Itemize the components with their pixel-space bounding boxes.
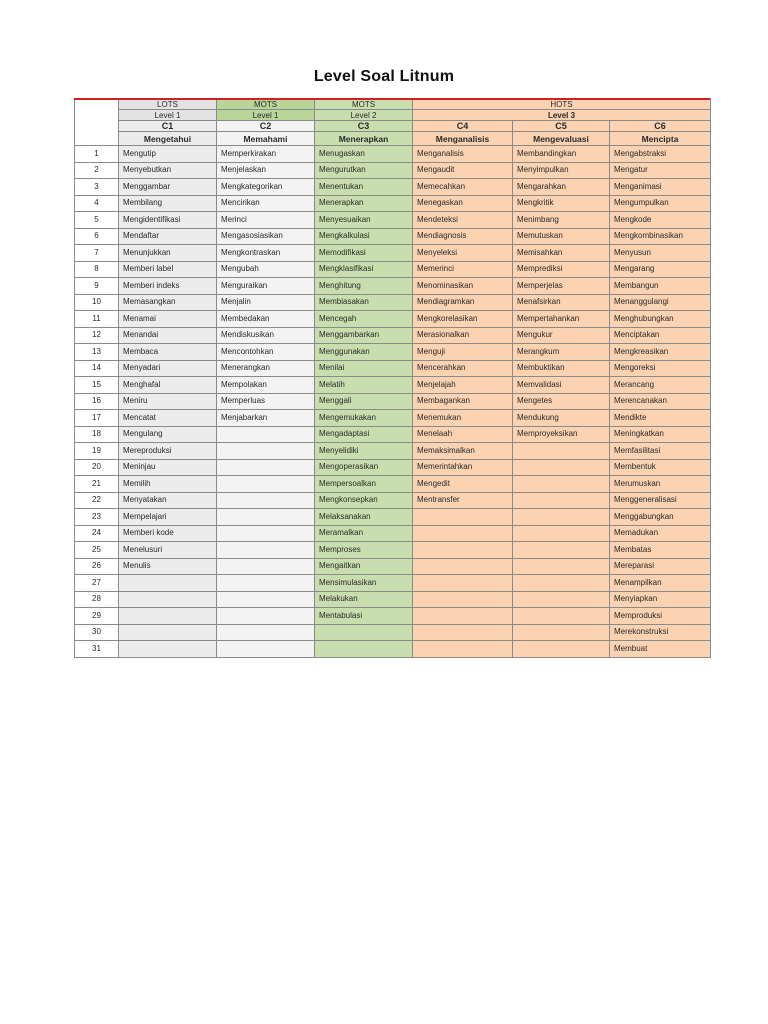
verb-cell-c4: Mendiagnosis [413,228,513,245]
verb-cell-c6: Mengumpulkan [610,195,711,212]
verb-cell-c5 [513,443,610,460]
verb-cell-c4: Mentransfer [413,492,513,509]
row-number: 25 [75,542,119,559]
row-number: 6 [75,228,119,245]
verb-cell-c1: Menulis [119,558,217,575]
code-header-c2: C2 [217,121,315,132]
verb-cell-c4: Menguji [413,344,513,361]
verb-header-c5: Mengevaluasi [513,132,610,146]
level-header-hots: Level 3 [413,110,711,121]
verb-cell-c4: Merasionalkan [413,327,513,344]
table-row [75,146,711,163]
header-row-codes [75,121,711,132]
verb-cell-c5 [513,624,610,641]
table-row [75,410,711,427]
table-row [75,443,711,460]
verb-header-c1: Mengetahui [119,132,217,146]
verb-cell-c4 [413,509,513,526]
table-row [75,575,711,592]
header-row-verbs [75,132,711,146]
verb-cell-c6: Mengoreksi [610,360,711,377]
table-row [75,261,711,278]
verb-cell-c2 [217,525,315,542]
table-row [75,591,711,608]
verb-cell-c4 [413,624,513,641]
number-header-cell [75,99,119,146]
verb-cell-c4: Menominasikan [413,278,513,295]
verb-cell-c1: Menghafal [119,377,217,394]
table-row [75,542,711,559]
verb-cell-c5 [513,459,610,476]
verb-cell-c6: Merencanakan [610,393,711,410]
verb-cell-c2: Mengkategorikan [217,179,315,196]
verb-cell-c3: Menghitung [315,278,413,295]
verb-cell-c5 [513,591,610,608]
code-header-c3: C3 [315,121,413,132]
level-header-c3: Level 2 [315,110,413,121]
verb-cell-c3: Melakukan [315,591,413,608]
table-row [75,492,711,509]
row-number: 15 [75,377,119,394]
verb-cell-c5 [513,558,610,575]
verb-cell-c5 [513,542,610,559]
row-number: 20 [75,459,119,476]
verb-cell-c4: Memecahkan [413,179,513,196]
verb-cell-c5 [513,476,610,493]
verb-cell-c1: Menyebutkan [119,162,217,179]
verb-cell-c1 [119,624,217,641]
verb-cell-c2: Memperluas [217,393,315,410]
verb-cell-c4: Memerinci [413,261,513,278]
verb-cell-c1 [119,608,217,625]
verb-cell-c2 [217,509,315,526]
verb-cell-c4 [413,558,513,575]
verb-cell-c6: Merancang [610,377,711,394]
verb-cell-c2: Mendiskusikan [217,327,315,344]
verb-cell-c2: Membedakan [217,311,315,328]
row-number: 9 [75,278,119,295]
verb-cell-c5: Memvalidasi [513,377,610,394]
verb-cell-c4 [413,591,513,608]
verb-cell-c2 [217,426,315,443]
verb-cell-c6: Mendikte [610,410,711,427]
verb-cell-c1: Menyatakan [119,492,217,509]
verb-cell-c2: Menjelaskan [217,162,315,179]
table-row [75,294,711,311]
verb-cell-c6: Menggeneralisasi [610,492,711,509]
verb-cell-c5 [513,492,610,509]
verb-cell-c2 [217,558,315,575]
verb-cell-c5: Memprediksi [513,261,610,278]
code-header-c5: C5 [513,121,610,132]
verb-cell-c4 [413,542,513,559]
verb-cell-c6: Menganimasi [610,179,711,196]
verb-cell-c5: Mendukung [513,410,610,427]
verb-cell-c3: Menerapkan [315,195,413,212]
row-number: 21 [75,476,119,493]
verb-cell-c3: Menggali [315,393,413,410]
table-row [75,426,711,443]
row-number: 30 [75,624,119,641]
verb-cell-c1: Menamai [119,311,217,328]
verb-cell-c1: Menggambar [119,179,217,196]
verb-cell-c1: Menunjukkan [119,245,217,262]
verb-cell-c6: Memadukan [610,525,711,542]
row-number: 11 [75,311,119,328]
verb-cell-c5 [513,575,610,592]
verb-cell-c3: Mengklasifikasi [315,261,413,278]
verb-cell-c3: Memproses [315,542,413,559]
verb-cell-c2 [217,476,315,493]
page-title: Level Soal Litnum [313,68,455,85]
verb-header-c4: Menganalisis [413,132,513,146]
row-number: 19 [75,443,119,460]
verb-cell-c6: Menyusun [610,245,711,262]
verb-cell-c3: Mentabulasi [315,608,413,625]
verb-cell-c6: Meningkatkan [610,426,711,443]
level-header-c1: Level 1 [119,110,217,121]
verb-cell-c6: Membatas [610,542,711,559]
verb-cell-c2 [217,575,315,592]
verb-cell-c2: Menjabarkan [217,410,315,427]
table-row [75,641,711,658]
verb-header-c3: Menerapkan [315,132,413,146]
verb-cell-c6: Membuat [610,641,711,658]
row-number: 24 [75,525,119,542]
verb-cell-c4: Mendeteksi [413,212,513,229]
verb-cell-c6: Mengabstraksi [610,146,711,163]
verb-cell-c2 [217,591,315,608]
verb-cell-c3 [315,624,413,641]
verb-cell-c2: Menerangkan [217,360,315,377]
verb-cell-c4: Mengedit [413,476,513,493]
verb-cell-c4: Mendiagramkan [413,294,513,311]
table-row [75,162,711,179]
level-soal-table [74,98,711,658]
verb-cell-c5: Menimbang [513,212,610,229]
table-row [75,344,711,361]
top-divider-line [74,98,710,100]
row-number: 5 [75,212,119,229]
group-header-mots-1: MOTS [217,99,315,110]
verb-cell-c2 [217,624,315,641]
header-row-groups [75,99,711,110]
table-row [75,377,711,394]
table-row [75,525,711,542]
verb-cell-c5 [513,608,610,625]
verb-cell-c6: Menanggulangi [610,294,711,311]
table-row [75,228,711,245]
header-row-levels [75,110,711,121]
row-number: 23 [75,509,119,526]
verb-cell-c2 [217,542,315,559]
row-number: 12 [75,327,119,344]
verb-cell-c5: Memperjelas [513,278,610,295]
row-number: 4 [75,195,119,212]
verb-cell-c4: Mengkorelasikan [413,311,513,328]
verb-cell-c6: Mereparasi [610,558,711,575]
verb-cell-c5 [513,509,610,526]
row-number: 13 [75,344,119,361]
verb-cell-c3: Mengkonsepkan [315,492,413,509]
table-row [75,393,711,410]
table-row [75,558,711,575]
verb-cell-c4: Memaksimalkan [413,443,513,460]
row-number: 10 [75,294,119,311]
verb-cell-c4 [413,641,513,658]
table-row [75,509,711,526]
verb-cell-c1 [119,591,217,608]
row-number: 14 [75,360,119,377]
level-header-c2: Level 1 [217,110,315,121]
verb-cell-c2: Mencirikan [217,195,315,212]
verb-cell-c4: Menyeleksi [413,245,513,262]
verb-cell-c1: Mengidentifikasi [119,212,217,229]
verb-cell-c2: Mencontohkan [217,344,315,361]
verb-cell-c2 [217,608,315,625]
verb-cell-c3: Melaksanakan [315,509,413,526]
verb-cell-c5: Memproyeksikan [513,426,610,443]
verb-header-c6: Mencipta [610,132,711,146]
verb-cell-c5: Mengkritik [513,195,610,212]
verb-cell-c4: Menganalisis [413,146,513,163]
table-row [75,327,711,344]
verb-cell-c1: Mendaftar [119,228,217,245]
verb-cell-c4: Mengaudit [413,162,513,179]
verb-cell-c4: Menjelajah [413,377,513,394]
verb-cell-c4: Menemukan [413,410,513,427]
verb-cell-c5: Merangkum [513,344,610,361]
verb-cell-c3: Mengemukakan [315,410,413,427]
verb-cell-c1: Menandai [119,327,217,344]
verb-cell-c1: Mengulang [119,426,217,443]
verb-cell-c3: Mempersoalkan [315,476,413,493]
code-header-c1: C1 [119,121,217,132]
litnum-table-container [74,98,711,658]
verb-cell-c2: Mempolakan [217,377,315,394]
verb-cell-c4 [413,575,513,592]
row-number: 17 [75,410,119,427]
row-number: 26 [75,558,119,575]
verb-cell-c2: Merinci [217,212,315,229]
verb-cell-c5: Membuktikan [513,360,610,377]
verb-cell-c3: Menggambarkan [315,327,413,344]
table-row [75,459,711,476]
verb-cell-c3: Menyelidiki [315,443,413,460]
table-row [75,360,711,377]
verb-cell-c1: Menelusuri [119,542,217,559]
verb-cell-c6: Merekonstruksi [610,624,711,641]
verb-cell-c3: Menentukan [315,179,413,196]
row-number: 27 [75,575,119,592]
verb-cell-c1: Membaca [119,344,217,361]
verb-cell-c5: Mengetes [513,393,610,410]
verb-cell-c3: Mengkalkulasi [315,228,413,245]
verb-cell-c6: Menghubungkan [610,311,711,328]
verb-cell-c6: Menggabungkan [610,509,711,526]
verb-cell-c1: Mengutip [119,146,217,163]
verb-cell-c6: Membangun [610,278,711,295]
verb-cell-c6: Mengkode [610,212,711,229]
verb-cell-c1: Meninjau [119,459,217,476]
verb-cell-c1: Meniru [119,393,217,410]
row-number: 1 [75,146,119,163]
group-header-mots-2: MOTS [315,99,413,110]
verb-cell-c3: Melatih [315,377,413,394]
code-header-c6: C6 [610,121,711,132]
table-row [75,278,711,295]
verb-cell-c1 [119,641,217,658]
verb-cell-c3: Memodifikasi [315,245,413,262]
table-row [75,311,711,328]
verb-cell-c4: Membagankan [413,393,513,410]
verb-cell-c1: Mencatat [119,410,217,427]
verb-cell-c5: Memutuskan [513,228,610,245]
group-header-lots: LOTS [119,99,217,110]
verb-cell-c5 [513,525,610,542]
verb-cell-c1: Memberi kode [119,525,217,542]
verb-cell-c5: Menyimpulkan [513,162,610,179]
verb-cell-c1: Menyadari [119,360,217,377]
row-number: 29 [75,608,119,625]
row-number: 22 [75,492,119,509]
verb-cell-c3: Menugaskan [315,146,413,163]
verb-cell-c4: Menegaskan [413,195,513,212]
verb-cell-c1: Mereproduksi [119,443,217,460]
verb-cell-c5 [513,641,610,658]
verb-cell-c6: Mengarang [610,261,711,278]
verb-cell-c6: Menciptakan [610,327,711,344]
verb-cell-c3: Mencegah [315,311,413,328]
row-number: 8 [75,261,119,278]
verb-cell-c5: Memisahkan [513,245,610,262]
row-number: 7 [75,245,119,262]
verb-cell-c3: Menilai [315,360,413,377]
table-row [75,212,711,229]
row-number: 2 [75,162,119,179]
table-row [75,476,711,493]
verb-cell-c6: Menampilkan [610,575,711,592]
table-row [75,245,711,262]
verb-cell-c2: Menjalin [217,294,315,311]
verb-cell-c6: Merumuskan [610,476,711,493]
verb-cell-c6: Membentuk [610,459,711,476]
group-header-hots: HOTS [413,99,711,110]
row-number: 3 [75,179,119,196]
verb-cell-c3: Membiasakan [315,294,413,311]
verb-cell-c2 [217,492,315,509]
verb-cell-c2: Mengkontraskan [217,245,315,262]
verb-cell-c5: Menafsirkan [513,294,610,311]
verb-cell-c1: Memasangkan [119,294,217,311]
verb-cell-c1: Mempelajari [119,509,217,526]
verb-cell-c6: Menyiapkan [610,591,711,608]
verb-cell-c6: Memproduksi [610,608,711,625]
verb-cell-c3: Mengurutkan [315,162,413,179]
verb-cell-c6: Mengkombinasikan [610,228,711,245]
verb-cell-c1: Membilang [119,195,217,212]
verb-cell-c4 [413,608,513,625]
row-number: 16 [75,393,119,410]
verb-cell-c3 [315,641,413,658]
verb-cell-c3: Meramalkan [315,525,413,542]
verb-cell-c4: Memerintahkan [413,459,513,476]
verb-cell-c1: Memberi indeks [119,278,217,295]
verb-cell-c3: Mengoperasikan [315,459,413,476]
verb-cell-c5: Membandingkan [513,146,610,163]
verb-cell-c3: Menyesuaikan [315,212,413,229]
row-number: 28 [75,591,119,608]
row-number: 18 [75,426,119,443]
verb-cell-c5: Mengukur [513,327,610,344]
table-row [75,624,711,641]
verb-cell-c2: Mengubah [217,261,315,278]
verb-cell-c6: Mengatur [610,162,711,179]
table-row [75,195,711,212]
verb-cell-c1: Memberi label [119,261,217,278]
verb-cell-c3: Mengaitkan [315,558,413,575]
verb-cell-c2 [217,443,315,460]
verb-cell-c5: Mempertahankan [513,311,610,328]
table-row [75,608,711,625]
verb-header-c2: Memahami [217,132,315,146]
verb-cell-c4: Mencerahkan [413,360,513,377]
verb-cell-c2: Memperkirakan [217,146,315,163]
verb-cell-c2 [217,641,315,658]
verb-cell-c2 [217,459,315,476]
verb-cell-c3: Mensimulasikan [315,575,413,592]
verb-cell-c5: Mengarahkan [513,179,610,196]
verb-cell-c2: Mengasosiasikan [217,228,315,245]
verb-cell-c4 [413,525,513,542]
row-number: 31 [75,641,119,658]
verb-cell-c3: Mengadaptasi [315,426,413,443]
verb-cell-c6: Memfasilitasi [610,443,711,460]
table-row [75,179,711,196]
verb-cell-c3: Menggunakan [315,344,413,361]
verb-cell-c6: Mengkreasikan [610,344,711,361]
verb-cell-c1 [119,575,217,592]
verb-cell-c1: Memilih [119,476,217,493]
verb-cell-c2: Menguraikan [217,278,315,295]
verb-cell-c4: Menelaah [413,426,513,443]
code-header-c4: C4 [413,121,513,132]
